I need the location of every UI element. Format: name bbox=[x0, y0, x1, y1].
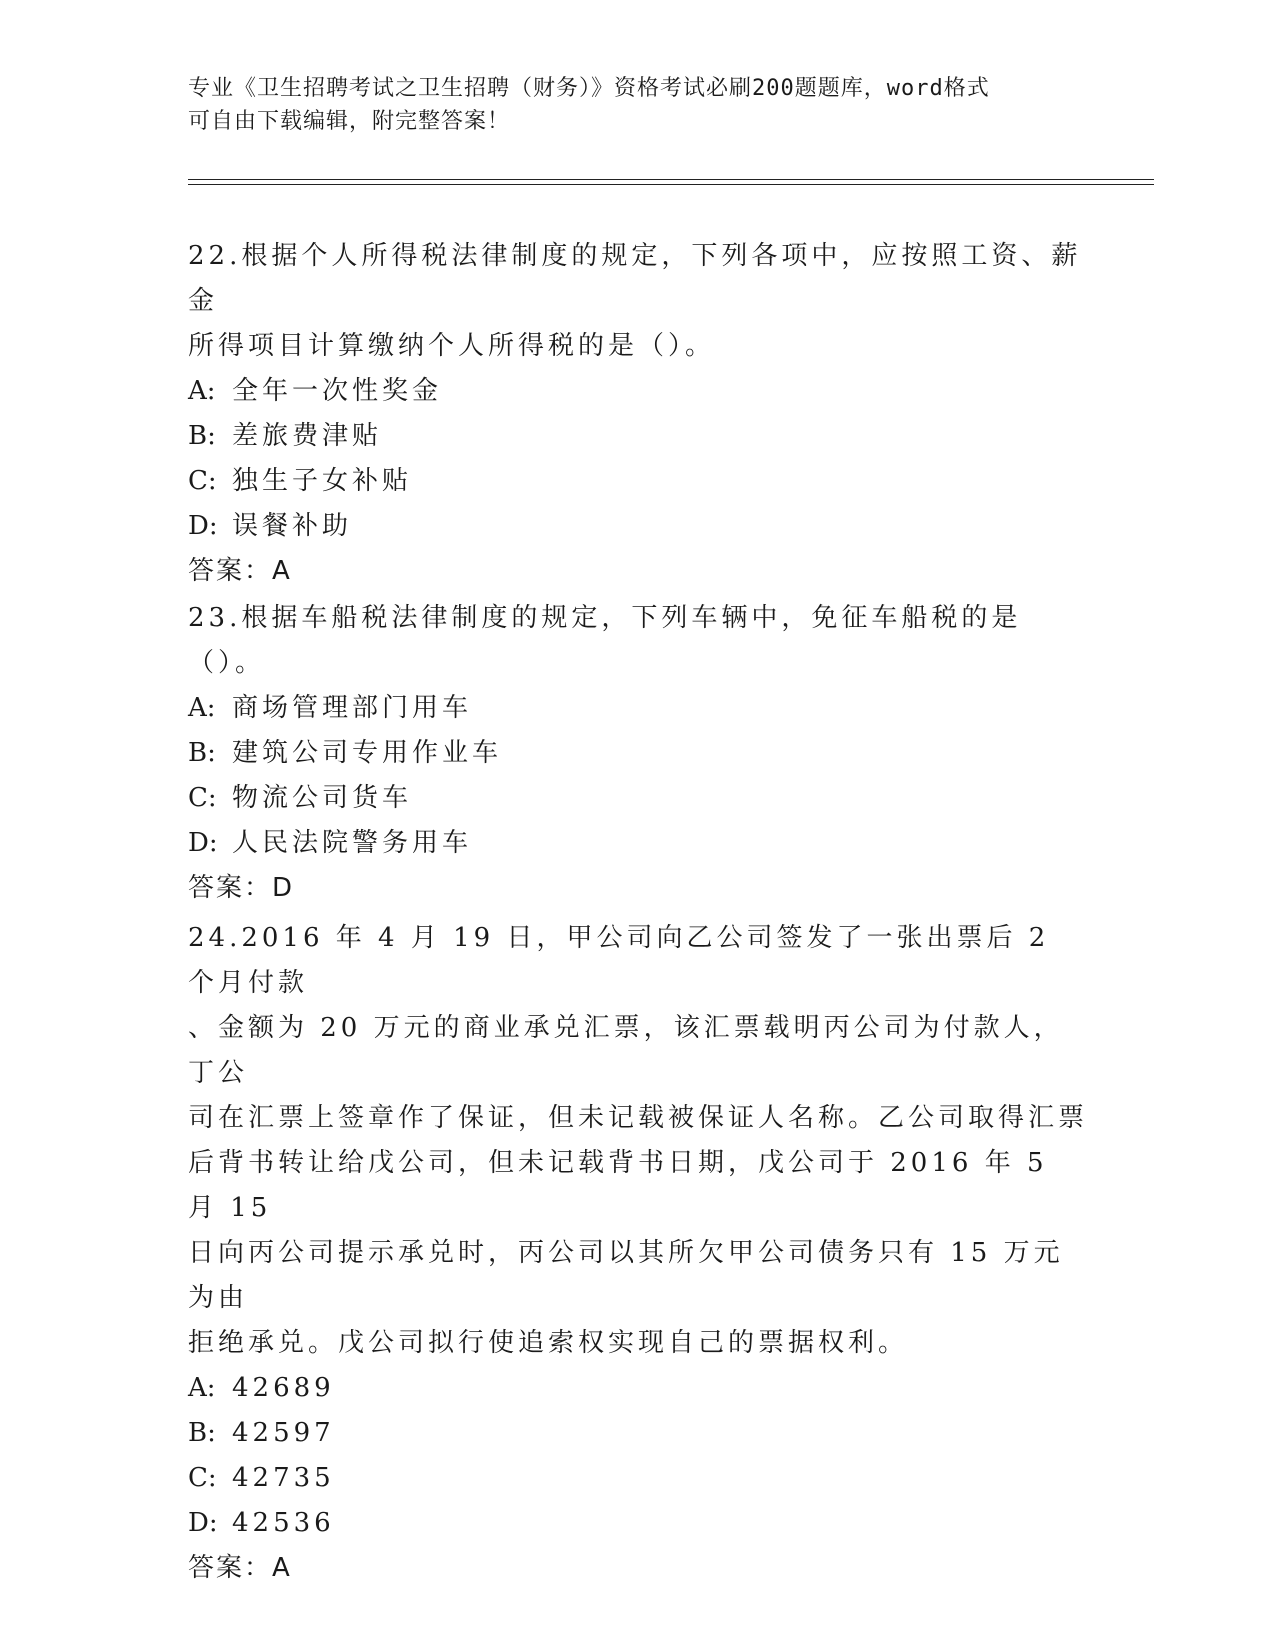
question-stem-line: 拒绝承兑。戊公司拟行使追索权实现自己的票据权利。 bbox=[188, 1328, 909, 1358]
option-text: 建筑公司专用作业车 bbox=[232, 738, 503, 768]
option-d bbox=[188, 504, 1088, 549]
option-text: 商场管理部门用车 bbox=[232, 693, 473, 723]
question-stem-line: 所得项目计算缴纳个人所得税的是（）。 bbox=[188, 331, 716, 361]
header-line-1: 专业《卫生招聘考试之卫生招聘（财务）》资格考试必刷200题题库，word格式 bbox=[188, 76, 990, 101]
option-key: A: bbox=[188, 376, 216, 406]
question-23 bbox=[188, 596, 1088, 911]
option-key: A: bbox=[188, 693, 216, 723]
question-stem-line: 24.2016 年 4 月 19 日，甲公司向乙公司签发了一张出票后 2 个月付款 bbox=[188, 923, 1050, 998]
option-b bbox=[188, 731, 1088, 776]
option-b bbox=[188, 1411, 1088, 1456]
option-text: 误餐补助 bbox=[232, 511, 353, 541]
option-key: B: bbox=[188, 738, 216, 768]
option-key: C: bbox=[188, 783, 217, 813]
answer-line: 答案：A bbox=[188, 1553, 292, 1583]
option-key: A: bbox=[188, 1373, 216, 1403]
option-key: D: bbox=[188, 828, 218, 858]
question-stem-line: 、金额为 20 万元的商业承兑汇票，该汇票载明丙公司为付款人，丁公 bbox=[188, 1013, 1064, 1088]
option-d bbox=[188, 1501, 1088, 1546]
header-divider-bottom bbox=[188, 184, 1154, 185]
option-text: 42597 bbox=[232, 1418, 335, 1448]
option-key: B: bbox=[188, 421, 216, 451]
option-a bbox=[188, 686, 1088, 731]
option-key: D: bbox=[188, 1508, 218, 1538]
question-22 bbox=[188, 234, 1088, 594]
option-c bbox=[188, 1456, 1088, 1501]
option-c bbox=[188, 459, 1088, 504]
answer-line: 答案：A bbox=[188, 556, 292, 586]
option-text: 全年一次性奖金 bbox=[232, 376, 443, 406]
question-stem-line: 后背书转让给戊公司，但未记载背书日期，戊公司于 2016 年 5 月 15 bbox=[188, 1148, 1048, 1223]
option-a bbox=[188, 369, 1088, 414]
option-c bbox=[188, 776, 1088, 821]
header-line-2: 可自由下载编辑，附完整答案！ bbox=[188, 109, 511, 134]
question-stem-line: 22.根据个人所得税法律制度的规定，下列各项中，应按照工资、薪金 bbox=[188, 241, 1082, 316]
option-text: 独生子女补贴 bbox=[232, 466, 413, 496]
option-key: C: bbox=[188, 1463, 217, 1493]
option-a bbox=[188, 1366, 1088, 1411]
option-text: 物流公司货车 bbox=[232, 783, 413, 813]
option-text: 42735 bbox=[232, 1463, 335, 1493]
question-stem-line: 司在汇票上签章作了保证，但未记载被保证人名称。乙公司取得汇票 bbox=[188, 1103, 1089, 1133]
option-text: 差旅费津贴 bbox=[232, 421, 383, 451]
header-divider-top bbox=[188, 179, 1154, 180]
option-b bbox=[188, 414, 1088, 459]
option-key: B: bbox=[188, 1418, 216, 1448]
question-24 bbox=[188, 916, 1088, 1591]
option-key: C: bbox=[188, 466, 217, 496]
option-text: 42536 bbox=[232, 1508, 335, 1538]
answer-line: 答案：D bbox=[188, 873, 295, 903]
option-key: D: bbox=[188, 511, 218, 541]
document-header bbox=[188, 72, 1088, 138]
option-text: 42689 bbox=[232, 1373, 335, 1403]
question-stem-line: 23.根据车船税法律制度的规定，下列车辆中，免征车船税的是（）。 bbox=[188, 603, 1022, 678]
option-d bbox=[188, 821, 1088, 866]
option-text: 人民法院警务用车 bbox=[232, 828, 473, 858]
question-stem-line: 日向丙公司提示承兑时，丙公司以其所欠甲公司债务只有 15 万元为由 bbox=[188, 1238, 1064, 1313]
